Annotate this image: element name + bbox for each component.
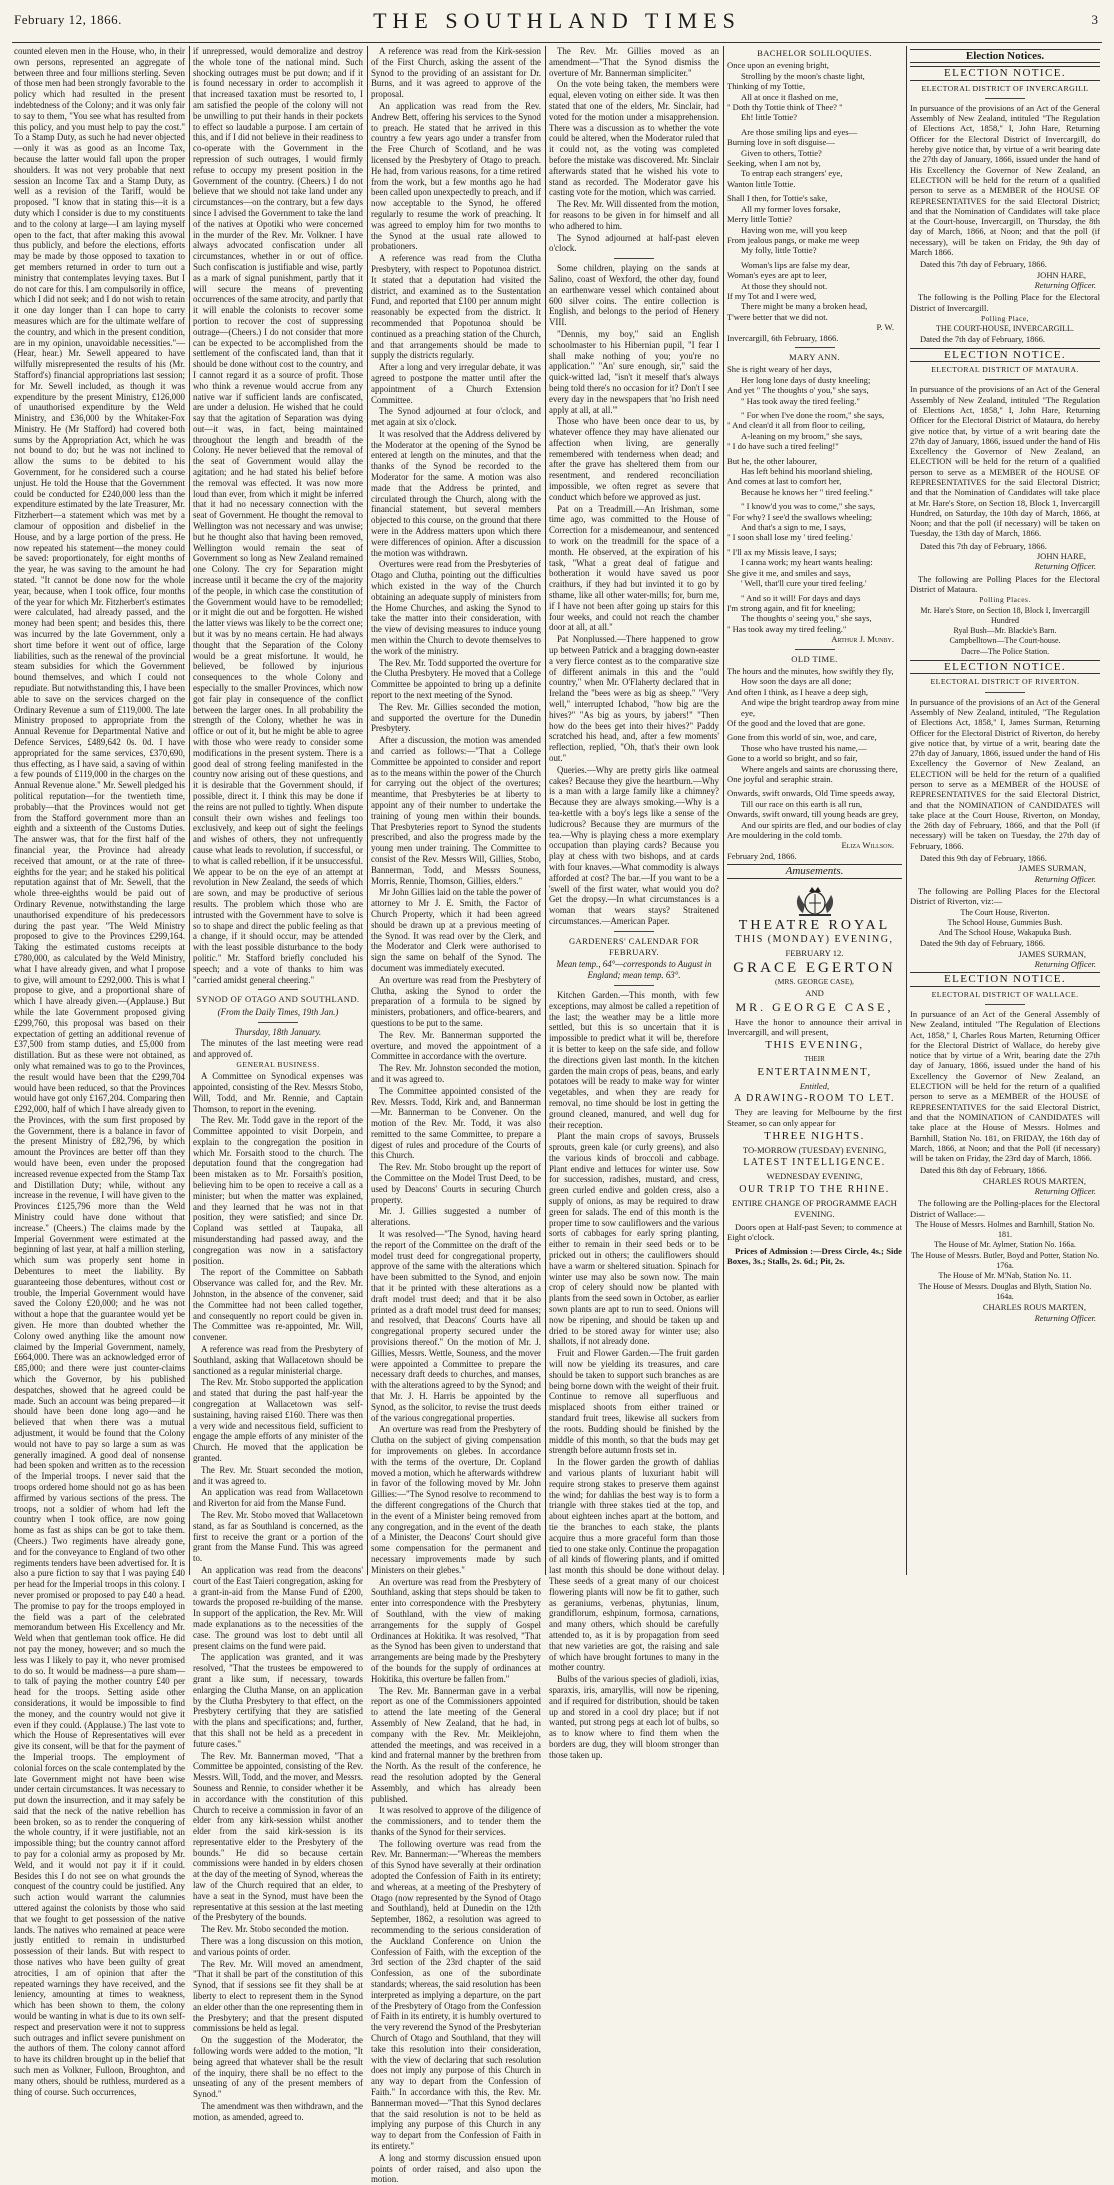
theatre-latest: LATEST INTELLIGENCE.: [743, 1156, 886, 1168]
section-divider: [795, 347, 835, 348]
poem-signature: P. W.: [876, 322, 894, 333]
poem-place: February 2nd, 1866.: [727, 850, 797, 861]
section-divider: [614, 985, 654, 986]
article-paragraph: The Rev. Mr. Gillies moved as an amendment—"That the Synod dismiss the overture of Mr. Bannerman simpliciter.": [549, 46, 719, 78]
polling-intro: The following is the Polling Place for the Electoral District of Invercargill.: [910, 292, 1100, 313]
notice-body: In pursuance of the provisions of an Act of the General Assembly of New Zealand, intituled "The Regulation of Elections Act, 1858," I, John Hare, Returning Officer for the Electoral District of Invercargill, do hereby give notice that, by virtue of a writ bearing date the 27th day of January, 1866, issued under the hand of His Excellency the Governor of New Zealand, an ELECTION will be held for the return of a qualified person to serve as a MEMBER of the HOUSE OF REPRESENTATIVES for the said Electoral District; and that the Nomination of Candidates will take place at the Court-house, Invercargill, on Thursday, the 8th day of March, 1866, at Noon; and that the poll (if necessary), will be taken on Friday, the 9th day of March 1866.: [910, 102, 1100, 258]
theatre-doors: Doors open at Half-past Seven; to commence at Eight o'clock.: [727, 1222, 902, 1243]
polling-place: Dacre—The Police Station.: [960, 646, 1050, 656]
article-paragraph: An overture was read from the Presbytery of Southland, asking that steps should be taken to enter into correspondence with the Presbytery of Southland, with the view of making arrangements for the supply of Gospel Ordinances at Hokitika. It was resolved, "That as the Synod has been given to understand that arrangements are being made by the Presbytery of the bounds for the supply of ordinances at Hokitika, this overture be fallen from.": [371, 1576, 541, 1684]
theatre-show-title: A DRAWING-ROOM TO LET.: [733, 1092, 896, 1104]
notice-dated: Dated this 8th day of February, 1866.: [920, 1165, 1047, 1176]
polling-place: The School House, Gummies Bush.: [947, 917, 1063, 927]
article-paragraph: The Rev. Mr. Will dissented from the motion, for reasons to be given in for himself and all who adhered to him.: [549, 199, 719, 231]
notice-dated: Dated this 9th day of February, 1866.: [920, 853, 1047, 864]
poem-line: Merry little Tottie?: [727, 214, 793, 225]
poem-line: Where angels and saints are chorussing there,: [741, 763, 898, 774]
section-divider: [985, 379, 1025, 380]
poem-line: Onwards, swift onward, till young heads are grey,: [727, 809, 899, 820]
polling-place: The House of Mr. Aylmer, Station No. 166a.: [934, 1240, 1076, 1250]
article-paragraph: A reference was read from the Presbytery of Southland, asking that Wallacetown should be sanctioned as a regular ministerial charge.: [193, 1344, 363, 1376]
polling-place: The House of Mr. M'Nab, Station No. 11.: [938, 1271, 1072, 1281]
article-paragraph: counted eleven men in the House, who, in their own persons, represented an aggregate of between three and four millions sterling. Seven of those men had been strongly favorable to the policy which had resulted in the present indebtedness of the Colony; and it was only fair to say to them, "You see what has resulted from this policy, and you must help to pay the cost." To a Stamp Duty, as such he had never objected—only it was as good as an Income Tax, because the latter would fall upon the proper shoulders. It was not very probable that next session an Income Tax and a Stamp Duty, as well as a revision of the Tariff, would be proposed. "I know that in stating this—it is a duty which I consider is due to my constituents and to the colony at large—I am laying myself open to the fact, that after making this avowal thus publicly, and before the elections, efforts may be made by those opposed to taxation to get members returned in order to turn out a ministry that contemplates levying taxes. But I do not care for this. I am compulsorily in office, which I did not seek; and I do not wish to retain it one day longer than I can hope to carry measures which are for the ultimate welfare of the country, and which in the present condition, are in my opinion, unavoidable necessities."—(Hear, hear.) Mr. Sewell appeared to have wilfully misrepresented the results of his (Mr. Stafford's) financial appropriations last session; for Mr. Sewell included, as though it was expenditure by the present Ministry, £126,000 of unauthorised expenditure by the Weld Ministry, and £36,000 by the Whitaker-Fox Ministry. He (Mr Stafford) had covered both sums by the Appropriation Act, which he was not bound to do; but he was not inclined to allow the sums to be debited to his Government, for he considered such a course unjust. He told the House that the Government could be conducted for £240,000 less than the expenditure estimated by the late Treasurer, Mr. Fitzherbert—a statement which was met by a clamour of opposition and disbelief in the House, and by a large portion of the press. He now repeated his statement—the money could be saved: proportionately, for eight months of the year, he was saving to the amount he had stated. "It cannot be done now for the whole year, because, when I took office, four months of the year for which Mr. Fitzherbert's estimates were calculated, had already passed, and the money had been spent; and besides this, there was incurred by the late Government, only a short time before it went out of office, large liabilities, such as the renewal of the provincial steam subsidies for which the Government bound themselves, and which I could not repudiate. But notwithstanding this, I have been able to save on the services charged on the Ordinary Revenue a sum of £119,000. The late Ministry proposed to appropriate from the Annual Revenue for Departmental Native and Defence Services, £489,642 0s. 0d. I have appropriated for the same services, £370,690, thus effecting, as I have said, a saving of within a few pounds of £119,000 in the charges on the Annual Revenue alone." Mr. Sewell pledged his political reputation—for the twentieth time, probably—that the Provinces would not get from the Stafford government more than an eighth and a sixteenth of the Customs Duties. The answer was, that for the first half of the financial year, the Province had already received that amount, or at the rate of three-eighths for the year; and he staked his political reputation against that of Mr. Sewell, that the whole three-eighths would be paid out of Ordinary Revenue, notwithstanding the large unauthorised expenditure of his predecessors during the past year. "The Weld Ministry proposed to give to the Provinces £299,164. Taking the estimated customs receipts at £780,000, as calculated by the Weld Ministry, what I have already given, and what I propose to give, will amount to £292,000. This is what I propose to give, and a proportional share of which I have already given.—(Applause.) But while the late Government proposed giving £299,760, this proposal was based on their expectation of getting an additional revenue of £37,500 from stamp duties, and £5,000 from distillation. But as these were not obtained, as only what remained was to go to the Provinces, the result would have been that the £299,704 would have been reduced, so that the Provinces would have got only £167,204. Comparing then £292,000, half of which I have already given to the Provinces, with the sum first proposed by the Government, there is a balance in favor of the present Ministry of £82,796, by which amount the Provinces are better off than they would have been, even under the proposed increased revenue expected from the Stamp Tax and Distillation Duty; while, without any increase in the revenue, I will have given to the Provinces £125,796 more than the Weld Ministry could have done without that increase." (Cheers.) The claims made by the Imperial Government were estimated at the beginning of last year, at half a million sterling, which sum was properly sent home in Debentures to meet the liability. By guaranteeing those debentures, without cost or trouble, the Imperial Government would have saved the Colony £20,000; and he was not without a hope that the guarantee would yet be given. He more than doubted whether the Colony owed anything like the amount now claimed by the Imperial Government, namely, £664,000. There was an acknowledged error of £85,000; and there were just counter-claims which the Governor, by his published despatches, showed that he agreed could be made. Such an account was being prepared—it should have been done long ago—and he believed that when there was a mutual adjustment, it would be found that the Colony would not have to pay so large a sum as was generally imagined. A good deal of nonsense had been spoken and written as to the recession of the Imperial troops. I never said that the troops ordered home should not go as has been affirmed by various sections of the press. The troops, not a soldier of whom had left the country when I took office, are now going home as fast as ships can be got to take them. (Cheers.) Two regiments have already gone, and for the conveyance to England of two other regiments tenders have been advertised for. It is also a pure fiction to say that I was paying £40 per head for the Imperial troops in this colony. I never promised or proposed to pay £40 a head. The promise to pay for the troops employed in the field was a part of the celebrated memorandum between His Excellency and Mr. Weld when that gentleman took office. He did not pay the money, however; and so much the less was I likely to pay it, who never promised to do so. It would be madness—a pure sham—to talk of paying the mother country £40 per head for the troops. Setting aside other considerations, it would be impossible to find the money, and the country would not give it even if they could. (Applause.) The last vote to which the House of Representatives will ever give its consent, will be that for the payment of the Imperial troops. The employment of colonial forces on the scale contemplated by the late Government might not have been wise under certain circumstances. It was necessary to put down the insurrection, and it may safely be said that the neck of the native rebellion has been broken, so as to render the conquering of the whole country, if it were justifiable, not an impossible thing; but the country cannot afford to pay for a colonial army as proposed by Mr. Weld, and it would not pay it if it could. Besides this I do not see on what grounds the conquest of the country could be justified. Any such action would warrant the calumnies uttered against the colonists by those who said that we fought to get possession of the native lands. The natives who remained at peace were justly entitled to remain in undisturbed possession of their lands. But with respect to those natives who have been guilty of great atrocities, I am of opinion that after the repeated warnings they have received, and the leniency, amounting at times to weakness, which has been shown to them, the colony would be wanting in what is due to its own self-respect and preservation were it not to suppress such outrages and inflict severe punishment on the authors of them. The colony cannot afford to have its children brought up in the belief that such men as Volkner, Fulloon, Broughton, and many others, should be ruthless, murdered as a thing of course. Such occurrences,: [14, 46, 185, 2097]
poem-line: " And clean'd it all from floor to ceiling,: [727, 420, 865, 431]
gardeners-heading: GARDENERS' CALENDAR FOR FEBRUARY.: [568, 935, 700, 957]
poem-line: Her long lone days of dusty kneeling;: [741, 374, 871, 385]
article-paragraph: The application was granted, and it was resolved, "That the trustees be empowered to grant a like sum, if necessary, towards enlarging the Clutha Manse, on an application by the Clutha Presbytery to that effect, on the Presbytery certifying that they are satisfied with the plans and specifications; and, further, that this shall not be held as a precedent in future cases.": [193, 1652, 363, 1749]
poem-title: OLD TIME.: [791, 653, 838, 664]
notice-title: ELECTION NOTICE.: [910, 660, 1100, 674]
article-paragraph: Mr John Gillies laid on the table the power of attorney to Mr J. E. Smith, the Factor of Church Property, which it had been agreed should be drawn up at a previous meeting of the Synod. It was read over by the Clerk, and the Moderator and Clerk were authorised to sign the same on behalf of the Synod. The document was immediately executed.: [371, 887, 541, 973]
article-paragraph: The Rev. Mr. Todd supported the overture for the Clutha Presbytery. He moved that a College Committee be appointed to bring up a definite report to the next meeting of the Synod.: [371, 657, 541, 701]
election-notices-banner: [910, 49, 1100, 63]
column-rule: [367, 46, 368, 1575]
polling-officer: CHARLES ROUS MARTEN,: [982, 1302, 1086, 1313]
poem-signature: Eliza Willson.: [841, 840, 894, 851]
synod-source: (From the Daily Times, 19th Jan.): [217, 1007, 339, 1018]
article-paragraph: The Rev. Mr. Gillies seconded the motion, and supported the overture for the Dunedin Presbytery.: [371, 701, 541, 734]
article-paragraph: Some children, playing on the sands at Salino, coast of Wexford, the other day, found an earthenware vessel which contained about 600 silver coins. The entire collection is English, and belongs to the period of Henery VIII.: [549, 263, 719, 328]
amusements-banner: [727, 864, 902, 878]
notice-dated: Dated this 7th day of February, 1866.: [920, 540, 1047, 551]
article-paragraph: An overture was read from the Presbytery of Clutha on the subject of giving compensation for improvements on glebes. In accordance with the terms of the overture, Dr. Copland moved a motion, which he afterwards withdrew in favor of the following moved by Mr. John Gillies:—"The Synod resolve to recommend to the different congregations of the Church that in the event of a Minister being removed from any congregation, and in the event of the death of a Minister, the Deacons' Court should give some compensation for the permanent and necessary improvements made by such Ministers on their glebes.": [371, 1424, 541, 1575]
poem-line: Gone to a world so bright, and so fair,: [727, 753, 858, 764]
column-rule: [906, 46, 907, 1575]
article-paragraph: The Rev. Mr. Johnston seconded the motion, and it was agreed to.: [371, 1063, 541, 1084]
poem-line: From jealous pangs, or make me weep: [727, 234, 860, 245]
poem-line: Seeking, when I am not by,: [727, 158, 821, 169]
poem-line: The thoughts o' seeing you," she says,: [741, 613, 872, 624]
theatre-prices: Prices of Admission :—Dress Circle, 4s.; Side Boxes, 3s.; Stalls, 2s. 6d.; Pit, 2s.: [727, 1245, 902, 1267]
article-paragraph: The Rev. Mr. Will moved an amendment, "That it shall be part of the constitution of this Synod, that if sessions see fit they shall be at liberty to elect to represent them in the Synod an elder other than the one representing them in the Presbytery; and that the present disputed commissions be held as legal.: [193, 1958, 363, 2034]
notice-district: ELECTORAL DISTRICT OF MATAURA.: [931, 365, 1079, 375]
poem-line: Shall I then, for Tottie's sake,: [727, 193, 828, 204]
article-paragraph: The Rev. Mr. Bannerman moved, "That a Committee be appointed, consisting of the Rev. Messrs. Will, Todd, and the mover, and Messrs. Souness and Rennie, to consider whether it be in accordance with the constitution of this Church to receive a commission in favor of an elder from any kirk-session whilst another elder from the said kirk-session is its representative elder to the Presbytery of the bounds." He did so because certain commissions were handed in by elders chosen at the day of the meeting of Synod, whereas the law of the Church required that an elder, to have a seat in the Synod, must have been the representative at this session at the last meeting of the Presbytery of the bounds.: [193, 1750, 363, 1923]
poem-line: Are those smiling lips and eyes—: [741, 126, 858, 137]
theatre-date: THIS (MONDAY) EVENING,: [735, 934, 894, 946]
poem-line: Are mouldering in the cold tomb.: [727, 830, 843, 841]
article-paragraph: The Synod adjourned at half-past eleven o'clock.: [549, 232, 719, 254]
article-paragraph: Kitchen Garden.—This month, with few exceptions, may almost be called a repetition of the last; the weather may be a little more settled, but this is so uncertain that it is impossible to predict what it will be, therefore it is better to keep on the safe side, and follow the directions given last month. In the kitchen garden the main crops of peas, beans, and early potatoes will be ready to make way for winter vegetables, and when they are ready for removal, no time should be lost in getting the ground cleaned, manured, and well dug for their reception.: [549, 989, 719, 1130]
poem-line: She give it me, and smiles and says,: [727, 567, 851, 578]
notice-title: ELECTION NOTICE.: [910, 66, 1100, 80]
polling-dated: Dated the 9th day of February, 1866.: [920, 938, 1046, 949]
polling-place: The House of Messrs. Butler, Boyd and Potter, Station No. 176a.: [910, 1250, 1099, 1271]
poem-line: A-leaning on my broom," she says,: [741, 430, 863, 441]
polling-place: The House of Messrs. Holmes and Barnhill, Station No. 181.: [915, 1219, 1095, 1240]
article-paragraph: The Rev. Mr. Bannerman supported the overture, and moved the appointment of a Committee in accordance with the overture.: [371, 1029, 541, 1062]
poem-line: " For when I've done the room," she says,: [741, 410, 885, 420]
poem-line: Wanton little Tottie.: [727, 178, 796, 189]
theatre-announcement: Have the honor to announce their arrival in Invercargill, and will present,: [727, 1016, 902, 1037]
notice-officer: JAMES SURMAN,: [1018, 863, 1086, 874]
article-paragraph: Queries.—Why are pretty girls like oatmeal cakes? Because they give the heartburn.—Why is a man with a large family like a chimney? Because they are always smoking.—Why is a tea-kettle with a boy's legs like a sense of the ludicrous? Because they are murmurs of the tea.—Why is playing chess a more exemplary occupation than playing cards? Because you play at chess with two bishops, and at cards with four knaves.—What commodity is always afforded at cost? The bar.—If you want to be a 'swell of the first water, what would you do? Get the dropsy.—In what circumstances is a woman that wears stays? Straitened circumstances.—American Paper.: [549, 764, 719, 926]
polling-heading: Polling Places.: [979, 595, 1031, 605]
performer-2: MR. GEORGE CASE,: [735, 1000, 894, 1015]
article-paragraph: Those who have been once dear to us, by whatever offence they may have alienated our affection when living, are generally remembered with tenderness when dead; and after the grave has sheltered them from our resentment, and rendered reconciliation impossible, we often regret as severe that conduct which before we approved as just.: [549, 416, 719, 502]
poem-line: My folly, little Tottie?: [741, 245, 817, 256]
poem-line: Because he knows her " tired feeling.": [741, 486, 873, 497]
theatre-and: AND: [805, 987, 824, 998]
article-paragraph: A long and stormy discussion ensued upon points of order raised, and also upon the motion.: [371, 2152, 541, 2185]
article-paragraph: An overture was read from the Presbytery of Clutha, asking the Synod to order the preparation of a formula to be signed by ministers, probationers, and office-bearers, and questions to be put to the same.: [371, 974, 541, 1028]
poem-line: The hours and the minutes, how swiftly they fly,: [727, 665, 894, 676]
poem-line: Woman's eyes are apt to leer,: [727, 270, 827, 281]
section-divider: [985, 1004, 1025, 1005]
poem-mary-ann: [727, 364, 902, 634]
theatre-leaving: They are leaving for Melbourne by the first Steamer, so can only appear for: [727, 1107, 902, 1128]
article-paragraph: The minutes of the last meeting were read and approved of.: [193, 1037, 363, 1059]
article-paragraph: The Rev. Mr. Bannerman gave in a verbal report as one of the Commissioners appointed to attend the late meeting of the General Assembly of New Zealand, that he had, in company with the Rev. Mr. Meiklejohn, attended the meetings, and was received in a kind and fraternal manner by the brethren from the North. As the result of the conference, he read the resolution adopted by the General Assembly, and which has already been published.: [371, 1685, 541, 1804]
column-rule: [189, 46, 190, 1575]
notice-officer: CHARLES ROUS MARTEN,: [982, 1175, 1086, 1186]
section-divider: [258, 1022, 298, 1023]
article-paragraph: An application was read from Wallacetown and Riverton for aid from the Manse Fund.: [193, 1487, 363, 1509]
poem-line: And our spirits are fled, and our bodies of clay: [741, 819, 902, 830]
article-paragraph: The Rev. Mr. Stuart seconded the motion, and it was agreed to.: [193, 1464, 363, 1486]
poem-signature: Arthur J. Munby.: [831, 634, 894, 645]
theatre-date-2: FEBRUARY 12.: [785, 948, 844, 959]
poem-line: Of the good and the loved that are gone.: [727, 717, 866, 728]
poem-line: T'were better that we did not.: [727, 311, 828, 322]
notice-officer: JOHN HARE,: [1036, 551, 1086, 562]
article-paragraph: A Committee on Synodical expenses was appointed, consisting of the Rev. Messrs Stobo, Will, Todd, and Mr. Rennie, and Captain Thomson, to report in the evening.: [193, 1071, 363, 1114]
poem-line: ' Well, that'll cure your tired feeling.': [741, 578, 867, 589]
poem-line: " Doth thy Tottie think of Thee? ": [727, 102, 843, 113]
polling-dated: Dated the 7th day of February, 1866.: [920, 334, 1046, 345]
article-paragraph: Fruit and Flower Garden.—The fruit garden will now be yielding its treasures, and care should be taken to support such branches as are being borne down with the weight of their fruit. Continue to remove all superfluous and misplaced shoots from either trained or standard fruit trees, likewise all suckers from the roots. Budding should be finished by the middle of this month, so that the buds may get strength before autumn frosts set in.: [549, 1348, 719, 1456]
section-divider: [795, 649, 835, 650]
synod-heading: SYNOD OF OTAGO AND SOUTHLAND.: [196, 994, 360, 1005]
notice-title: ELECTION NOTICE.: [910, 972, 1100, 986]
polling-place: Ryal Bush—Mr. Blackie's Barn.: [953, 626, 1057, 636]
column-rule: [545, 46, 546, 1575]
notice-role: Returning Officer.: [1034, 873, 1096, 884]
poem-line: " I do have such a tired feeling!": [727, 441, 839, 452]
polling-place: Mr. Hare's Store, on Section 18, Block I, Invercargill Hundred: [920, 605, 1090, 625]
poem-line: " I know'd you was to come," she says,: [741, 501, 876, 512]
section-divider: [614, 931, 654, 932]
article-paragraph: In the flower garden the growth of dahlias and various plants of luxuriant habit will require strong stakes to preserve them against the wind; for dahlias the best way is to form a triangle with three stakes tied at the top, and about eighteen inches apart at the bottom, and tie the branches to each stake, the plants acquire thus a more graceful form than those tied to one stake only. Continue the propagation of all kinds of flowering plants, and if omitted last month this should be done without delay. These seeds of a great many of our choicest flowering plants will now be fit to gather, such as geraniums, verbenas, phytunias, linum, grandiflorum, eshpinum, formosa, carnations, and many others, which should be carefully attended to, as it is by propagation from seed that new varieties are got, the raising and sale of which have brought fortunes to many in the mother country.: [549, 1457, 719, 1673]
article-paragraph: It was resolved to approve of the diligence of the commissioners, and to tender them the thanks of the Synod for their services.: [371, 1805, 541, 1837]
article-paragraph: The Rev. Mr. Stobo brought up the report of the Committee on the Model Trust Deed, to be used by Deacons' Courts in securing Church property.: [371, 1162, 541, 1205]
notice-body: In pursuance of an Act of the General Assembly of New Zealand, intituled "The Regulation of Elections Act, 1858," I, Charles Rous Marten, Returning Officer for the Electoral District of Wallace, do hereby give notice that by virtue of a Writ, bearing date the 27th day of January, 1866, issued under the hand of his Excellency the Governor of New Zealand, an ELECTION will be held for the return of a qualified person to serve as a MEMBER of the HOUSE of REPRESENTATIVES for the said Electoral District, and that the NOMINATION of CANDIDATES will take place at the House of Messrs. Holmes and Barnhill, Station No. 181, on FRIDAY, the 16th day of March, 1866, at Noon; and that the Poll (if necessary) will be taken on Friday, the 23rd day of March, 1866.: [910, 1008, 1100, 1164]
polling-place: Campbelltown—The Court-house.: [949, 636, 1061, 646]
poem-title: BACHELOR SOLILOQUIES.: [757, 48, 872, 58]
poem-line: And that's a sign to me, I says,: [741, 522, 846, 533]
issue-date: February 12, 1866.: [14, 12, 122, 27]
poem-line: I'm strong again, and fit for kneeling;: [727, 602, 856, 613]
poem-line: Onwards, swift onwards, Old Time speeds away,: [727, 788, 895, 799]
notice-body: In pursuance of the provisions of an Act of the General Assembly of New Zealand, intituled "The Regulation of Elections Act, 1858," I, John Hare, Returning Officer for the Electoral District of Mataura, do hereby give notice that, by virtue of a writ bearing date the 27th day of January, 1866, issued under the hand of His Excellency the Governor of New Zealand, an ELECTION will be held for the return of a qualified person to serve as a MEMBER of the HOUSE OF REPRESENTATIVES for the said Electoral District; and that the Nomination of Candidates will take place at Mr. Hare's Store, on Section 18, Block 1, Invercargill Hundred, on Saturday, the 10th day of March, 1866, at Noon; and that the poll (if necessary) will be taken on Tuesday, the 13th day of March, 1866.: [910, 384, 1100, 539]
theatre-wednesday: WEDNESDAY EVENING,: [766, 1171, 863, 1182]
poem-line: All at once it flashed on me,: [741, 91, 839, 102]
theatre-rhine: OUR TRIP TO THE RHINE.: [739, 1183, 890, 1195]
article-paragraph: The amendment was then withdrawn, and the motion, as amended, agreed to.: [193, 2101, 363, 2122]
poem-line: Strolling by the moon's chaste light,: [741, 70, 865, 81]
article-paragraph: On the vote being taken, the members were equal, eleven voting on either side. It was then stated that one of the elders, Mr. Sinclair, had voted for the motion under a misapprehension. There was a discussion as to whether the vote could be altered, when the Moderator ruled that it could not, as the voting was completed before the mistake was discovered. Mr. Sinclair afterwards stated that he wished his vote to stand as recorded. The Moderator gave his casting vote for the motion, which was carried.: [549, 79, 719, 198]
poem-line: One joyful and seraphic strain.: [727, 774, 833, 784]
poem-line: Has left behind his moorland shieling,: [741, 466, 873, 477]
article-paragraph: The Rev. Mr. Todd gave in the report of the Committee appointed to visit Dorpein, and explain to the congregation the position in which Mr. Forsaith stood to the church. The deputation found that the congregation had been mistaken as to Mr. Forsaith's position, believing him to be open to receive a call as a minister; but when the matter was explained, and they learned that he was not in that position, they were satisfied; and since Dr. Copland was settled at Taupaka, all misunderstanding had passed away, and the congregation was now in a satisfactory position.: [193, 1115, 363, 1266]
poem-line: Given to others, Tottie?: [741, 147, 822, 158]
notice-role: Returning Officer.: [1034, 279, 1096, 290]
poem-line: Gone from this world of sin, woe, and care,: [727, 732, 877, 743]
royal-crest-icon: [789, 883, 841, 917]
polling-intro: The following are the Polling-places for the Electoral District of Wallace:—: [910, 1198, 1100, 1219]
poem-line: I canna work; my heart wants healing:: [741, 557, 873, 568]
poem-line: There might be many a broken head,: [741, 301, 868, 312]
poem-line: " Has took away my tired feeling.": [727, 623, 847, 634]
article-paragraph: An application was read from the Rev. Andrew Bett, offering his services to the Synod to preach. He stated that he arrived in this country a few years ago under a transfer from the Free Church of Scotland, and he was licensed by the Presbytery of Otago to preach. He had, from various reasons, for a time retired from the work, but a few months ago he had been called upon unexpectedly to preach, and if now acceptable to the Synod, he offered regularly to resume the work of preaching. It was agreed to employ him for two months to the Synod at the usual rate allowed to probationers.: [371, 100, 541, 252]
performer-1: GRACE EGERTON: [733, 959, 896, 976]
polling-role: Returning Officer.: [1034, 1312, 1096, 1323]
poem-line: " Has took away the tired feeling.": [741, 395, 860, 406]
theatre-entitled: Entitled,: [799, 1080, 830, 1091]
poem-line: If my Tot and I were wed,: [727, 290, 817, 301]
section-divider: [258, 989, 298, 990]
polling-officer: JAMES SURMAN,: [1018, 948, 1086, 959]
article-paragraph: There was a long discussion on this motion, and various points of order.: [193, 1936, 363, 1957]
poem-line: Once upon an evening bright,: [727, 60, 829, 71]
column-5: [727, 46, 902, 1577]
notice-role: Returning Officer.: [1034, 561, 1096, 572]
polling-place: The House of Messrs. Douglas and Blyth, Station No. 164a.: [918, 1281, 1092, 1301]
notice-title: ELECTION NOTICE.: [910, 348, 1100, 362]
page-number: 3: [1091, 12, 1098, 27]
poem-line: Thinking of my Tottie,: [727, 81, 806, 92]
amusements-heading: Amusements.: [785, 865, 844, 878]
article-paragraph: The Synod adjourned at four o'clock, and met again at six o'clock.: [371, 406, 541, 428]
polling-role: Returning Officer.: [1034, 959, 1096, 970]
polling-place: THE COURT-HOUSE, INVERCARGILL.: [936, 324, 1074, 334]
notice-body: In pursuance of the provisions of an Act of the General Assembly of New Zealand, intituled, "The Regulation of Elections Act, 1858," I, James Surman, Returning Officer for the Electoral District of Riverton, do hereby give notice that, by virtue of a writ, bearing date the 27th day of January, 1866, issued under the hand of His Excellency the Governor of New Zealand, an ELECTION will be held for the return of a qualified person to serve as a MEMBER of the HOUSE of REPRESENTATIVES for the said Electoral District, and that the NOMINATION of CANDIDATES will take place at the Court House, Riverton, on Monday, the 26th day of February, 1866, and that the Poll (if necessary) will be taken on Tuesday, the 27th day of February, 1866.: [910, 696, 1100, 851]
article-paragraph: The Committee appointed consisted of the Rev. Messrs. Todd, Kirk and, and Bannerman—Mr. Bannerman to be Convener. On the motion of the Rev. Mr. Todd, it was also remitted to the same Committee, to prepare a digest of rules and procedure of the Courts of this Church.: [371, 1085, 541, 1161]
column-4: [549, 46, 719, 1760]
article-paragraph: Bulbs of the various species of gladioli, ixias, sparaxis, iris, amaryllis, will now be ripening, and if required for distribution, should be taken up and stored in a cool dry place; but if not wanted, put strong pegs at each lot of bulbs, so as to know where to find them when the borders are dug, they will bloom stronger than those taken up.: [549, 1674, 719, 1760]
polling-place: The Court House, Riverton.: [960, 907, 1050, 917]
section-divider: [985, 98, 1025, 99]
poem-line: But he, the other labourer,: [727, 455, 817, 466]
article-paragraph: "Dennis, my boy," said an English schoolmaster to his Hibernian pupil, "I fear I shall make nothing of you; you're no application." "An' sure enough, sir," said the quick-witted lad, "isn't it meself that's always being told there's no occasion for it? Don't I see every day in the newspapers that 'no Irish need apply at all, at all.'": [549, 328, 719, 415]
polling-place: And The School House, Wakapuka Bush.: [938, 928, 1072, 938]
column-3: [371, 46, 541, 2185]
theatre-this-evening: THIS EVENING,: [765, 1039, 864, 1052]
article-paragraph: The report of the Committee on Sabbath Observance was called for, and the Rev. Mr. Johnston, in the absence of the convener, said the Committee had not been called together, and consequently no report could be given in. The Committee was re-appointed, Mr. Will, convener.: [193, 1267, 363, 1343]
performer-1-sub: (MRS. GEORGE CASE),: [775, 977, 854, 987]
newspaper-title: THE SOUTHLAND TIMES: [373, 8, 741, 33]
theatre-their: THEIR: [804, 1054, 825, 1063]
column-rule: [723, 46, 724, 1575]
theatre-three-nights: THREE NIGHTS.: [764, 1130, 865, 1143]
synod-date: Thursday, 18th January.: [234, 1026, 322, 1037]
section-divider: [985, 692, 1025, 693]
notice-district: ELECTORAL DISTRICT OF RIVERTON.: [930, 677, 1080, 687]
article-paragraph: Plant the main crops of savoys, Brussels sprouts, green kale (or curly greens), and also the various kinds of broccoli and cabbage. Plant endive and lettuces for winter use. Sow for succession, radishes, mustard, and cress, green curled endive and golden cress, also a supply of onions, as may be required to draw green for salads. The end of this month is the proper time to sow cauliflowers and the various sorts of cabbages for early spring planting, either to remain in their seed beds or to be pricked out in others; the cauliflowers should have a warm or sheltered situation. Spinach for winter use may also be sown now. The main crop of celery should now be planted with plants from the seed sown in October, as earlier sown plants are apt to run to seed. Onions will now be ripening, and should be taken up and dried to be stored away for winter use; also shallots, if not already done.: [549, 1131, 719, 1347]
article-paragraph: The following overture was read from the Rev. Mr. Bannerman:—"Whereas the members of this Synod have severally at their ordination adopted the Confession of Faith in its entirety; and whereas, at a meeting of the Presbytery of Otago (now represented by the Synod of Otago and Southland), held at Dunedin on the 12th September, 1862, a resolution was agreed to recommending to the serious consideration of the Auckland Conference on Union the Confession of Faith, with the exception of the 3rd section of the 23rd chapter of the said Confession, as one of the subordinate standards; whereas, the said resolution has been interpreted as implying a departure, on the part of the Presbytery of Otago from the Confession of Faith in its entirety, it is humbly overtured to the very reverend the Synod of the Presbyterian Church of Otago and Southland, that they will take this resolution into their consideration, with the view of declaring that such resolution does not imply any purpose of this Church in any way to depart from the Confession of Faith." In accordance with this, the Rev. Mr. Bannerman moved—"That this Synod declares that the said resolution is not to be held as implying any purpose of this Church in any way to depart from the Confession of Faith in its entirety.": [371, 1838, 541, 2151]
theatre-tomorrow: TO-MORROW (TUESDAY) EVENING,: [742, 1144, 887, 1155]
article-paragraph: On the suggestion of the Moderator, the following words were added to the motion, "It being agreed that whatever shall be the result of the inquiry, there shall be no effect to the unseating of any of the present members of Synod.": [193, 2035, 363, 2100]
article-paragraph: The Rev. Mr. Stobo moved that Wallacetown stand, as far as Southland is concerned, as the first to receive the grant or a portion of the grant from the Manse Fund. This was agreed to.: [193, 1509, 363, 1564]
article-paragraph: An application was read from the deacons' court of the East Taieri congregation, asking for a grant-in-aid from the Manse Fund of £200, towards the proposed re-building of the manse. In support of the application, the Rev. Mr. Will made explanations as to the necessities of the case. The ground was lost to debt until all present claims on the fund were paid.: [193, 1564, 363, 1651]
article-paragraph: After a discussion, the motion was amended and carried as follows:—"That a College Committee be appointed to consider and report as to the means within the power of the Church for carrying out the object of the overtures; meantime, that Presbyteries be at liberty to appoint any of their number to undertake the training of young men within their bounds. That Presbyteries report to Synod the students prescribed, and also the progress made by the young men under training. The Committee to consist of the Rev. Messrs Will, Gillies, Stobo, Bannerman, Todd, and Messrs Souness, Morris, Rennie, Thomson, Gillies, elders.": [371, 735, 541, 886]
election-notices-header: Election Notices.: [965, 50, 1045, 62]
section-divider: [614, 258, 654, 259]
poem-line: Eh! little Tottie?: [741, 112, 798, 123]
poem-line: At those they should not.: [741, 280, 828, 291]
polling-heading: Polling Place,: [980, 313, 1030, 323]
article-paragraph: if unrepressed, would demoralize and destroy the whole tone of the national mind. Such shocking outrages must be put down; and if it is found necessary in order to accomplish it that increased taxation must be resorted to, I am satisfied the people of the colony will not be unwilling to put their hands in their pockets to effect so laudable a purpose. I am certain of this, and if I did not believe in their readiness to co-operate with the Government in the repression of such outrages, I would firmly refuse to occupy my present position in the Government of the country. (Cheers.) I do not believe that we should not take land under any circumstances—on the contrary, but a few days since I advised the Government to take the land of the natives at Opotiki who were concerned in the murder of the Rev. Mr. Volkner. I have always advocated confiscation under all circumstances, whether in or out of office. Such confiscation is justifiable and wise, partly as a mark of signal punishment, partly that it will secure the means of preventing occurrences of the same atrocity, and partly that it will enable the colonists to recover some portion to recover the cost of suppressing outrage—(Cheers.) I do not consider that more can be expected to be accomplished from the settlement of the confiscated land, than that it should be done without cost to the country, and I cannot regard it as a source of profit. Those who think a revenue would accrue from any native war if sufficient lands are confiscated, are under a delusion. He wished that he could say that the agitation of Separation was dying out—it was, in fact, being maintained throughout the length and breadth of the Colony. He never believed that the removal of the seat of Government would allay the agitation; and he had stated his belief before the removal was effected. It was now more loud than ever, from which it might be inferred that it had no necessary connection with the seat of Government. He thought the removal to Wellington was not necessary and was unwise; but he thought also that having been removed, Wellington would remain the seat of Government so long as New Zealand remained one Colony. The cry for Separation might increase until it became the cry of the majority of the people, in which case the constitution of the Government would have to be remodelled; or it might die out and be forgotten. He wished the latter views was likely to be the correct one; but it was by no means certain. He had always thought that the Separation of the Colony would be a great misfortune. It would, he believed, be followed by injurious consequences to the whole Colony and especially to the smaller Provinces, which now got fair play in consequence of the conflict between the larger ones. In all probability the strength of the Colony, whether he was in office or out of it, but he might be able to agree with those who were ready to consider some modifications in the present system. There is a good deal of strong feeling manifested in the country now arising out of these questions, and it is desirable that the Government should, if possible, direct it. I think this may be done if the reins are not pulled to tightly. When dispute consult their own wishes and feelings too exclusively, and keep out of sight the feelings and wishes of others, they not unfrequently cause what leads to revolution, if successful, or to what is called rebellion, if it be unsuccessful. We appear to be on the eye of an attempt at revolution in New Zealand, the seeds of which are sown, and may be productive of serious results. The problem which those who are intrusted with the Government have to solve is so to shape and direct the public feeling as that a change, if it should occur, may be attended with the least possible disturbance to the body politic." Mr. Stafford briefly concluded his speech; and a vote of thanks to him was "carried amidst general cheering.": [193, 46, 363, 985]
masthead: [12, 6, 1102, 43]
article-paragraph: It was resolved—"The Synod, having heard the report of the Committee on the draft of the model trust deed for congregational property, approve of the same with the alterations which have been submitted to the Synod, and enjoin that it be printed with these alterations as a draft model trust deed; and that it be also printed as a draft model trust deed for manses; and resolved, that Deacons' Courts have all congregational property secured under the provisions thereof." On the motion of Mr. J. Gillies, Messrs. Wettle, Souness, and the mover were appointed a Committee to prepare the necessary draft deeds to churches, and manses, with the alterations agreed to by the Synod; and that Mr. J. H. Harris be appointed by the Synod, as the solicitor, to revise the trust deeds of the various congregational properties.: [371, 1229, 541, 1423]
poem-line: Those who have trusted his name,—: [741, 742, 867, 753]
article-paragraph: The Rev. Mr. Stobo supported the application and stated that during the past half-year the congregation at Wallacetown was self-sustaining, having raised £160. There was then a very wide and necessitous field, sufficient to engage the ample efforts of any minister of the Church. He moved that the application be granted.: [193, 1377, 363, 1463]
article-paragraph: Mr. J. Gillies suggested a number of alterations.: [371, 1206, 541, 1228]
column-2: [193, 46, 363, 2122]
article-paragraph: A reference was read from the Clutha Presbytery, with respect to Popotunoa district. It stated that a deputation had visited the district, and examined as to the Sustentation Fund, and reported that £100 per annum might reasonably be expected from the district. It recommended that Popotunoa should be continued as a preaching station of the Church, and that arrangements should be made to supply the districts regularly.: [371, 253, 541, 361]
poem-line: And comes at last to comfort her,: [727, 476, 842, 487]
article-paragraph: It was resolved that the Address delivered by the Moderator at the opening of the Synod be entered at length on the minutes, and that the thanks of the Synod be recorded to the Moderator for the same. A motion was also made that the Address be printed, and circulated through the Church, along with the financial statement, but several members objected to this course, on the ground that there were in the Address matters upon which there were differences of opinion. After a discussion the motion was withdrawn.: [371, 428, 541, 558]
poem-line: Burning love in soft disguise—: [727, 137, 835, 148]
poem-line: Till our race on this earth is all run,: [741, 798, 863, 809]
theatre-change: ENTIRE CHANGE OF PROGRAMME EACH EVENING.: [732, 1198, 897, 1219]
notice-district: ELECTORAL DISTRICT OF WALLACE.: [931, 989, 1079, 999]
poem-line: And often I think, as I heave a deep sigh,: [727, 686, 869, 697]
theatre-title: THEATRE ROYAL: [738, 917, 891, 933]
article-paragraph: The Rev. Mr. Stobo seconded the motion.: [201, 1924, 349, 1935]
poem-bachelor-soliloquies: [727, 60, 902, 322]
election-notices-list: [910, 66, 1100, 1323]
notice-dated: Dated this 7th day of February, 1866.: [920, 259, 1047, 270]
column-6: [910, 46, 1100, 1577]
poem-place: Invercargill, 6th February, 1866.: [727, 332, 839, 343]
poem-old-time: [727, 666, 902, 841]
notice-officer: JOHN HARE,: [1036, 269, 1086, 280]
notice-district: ELECTORAL DISTRICT OF INVERCARGILL: [921, 83, 1089, 93]
poem-line: " And so it will! For days and days: [741, 592, 861, 603]
article-paragraph: Overtures were read from the Presbyteries of Otago and Clutha, pointing out the difficulties which existed in the way of the Church obtaining an adequate supply of ministers from the Home Churches, and asking the Synod to take the matter into their consideration, with the view of devising measures to induce young men within the Church to devote themselves to the work of the ministry.: [371, 559, 541, 656]
column-1: [14, 46, 185, 2097]
poem-line: And wipe the bright teardrop away from mine eye,: [741, 697, 900, 718]
poem-line: All my former loves forsake,: [741, 203, 841, 214]
poem-line: To entrap each strangers' eye,: [741, 168, 843, 179]
poem-line: And yet " The thoughts o' you," she says,: [727, 385, 869, 396]
poem-line: " I'll ax my Missis leave, I says;: [727, 546, 837, 557]
article-paragraph: A reference was read from the Kirk-session of the First Church, asking the assent of the Synod to the providing of an assistant for Dr. Burns, and it was agreed to approve of the proposal.: [371, 46, 541, 100]
poem-line: Woman's lips are false my dear,: [741, 259, 850, 270]
synod-subheading: GENERAL BUSINESS.: [236, 1060, 320, 1070]
polling-intro: The following are Polling Places for the Electoral District of Mataura.: [910, 573, 1100, 594]
poem-line: She is right weary of her days,: [727, 364, 832, 375]
article-paragraph: Pat Nonplussed.—There happened to grow up between Patrick and a bragging down-easter a very fierce contest as to the comparative size of different animals in this and the "ould country," when Mr. O'Flaherty declared that in Ireland the "bees were as big as sheep." "Very well," interrupted Ichabod, "how big are the hives?" "As big as yours, by jabers!" "Then how do the bees get into their hives?" Paddy scratched his head, and, after a few moments' reflection, replied, "Oh, that's their own look out.": [549, 634, 719, 763]
notice-role: Returning Officer.: [1034, 1185, 1096, 1196]
theatre-entertainment: ENTERTAINMENT,: [757, 1066, 872, 1079]
article-paragraph: After a long and very irregular debate, it was agreed to postpone the matter until after the appointment of a Church Extension Committee.: [371, 362, 541, 405]
polling-intro: The following are Polling Places for the Electoral District of Riverton, viz:—: [910, 885, 1100, 907]
article-paragraph: Pat on a Treadmill.—An Irishman, some time ago, was committed to the House of Correction for a misdemeanour, and sentenced to work on the treadmill for the space of a month. He observed, at the expiration of his task, "What a great deal of fatigue and botheration it would have saved us poor craithurs, if they had but invinted it to go by sthame, like all other water-mills; for, burn me, if I have not been after going up stairs for this four weeks, and could not reach the chamber door at all, at all.": [549, 503, 719, 633]
poem-line: " I soon shall lose my ' tired feeling.': [727, 532, 853, 543]
poem-line: Having won me, will you keep: [741, 224, 847, 235]
gardeners-temp: Mean temp., 64°—corresponds to August in England; mean temp. 63°.: [556, 959, 712, 981]
poem-line: " For why? I see'd the swallows wheeling;: [727, 511, 873, 522]
poem-line: How soon the days are all done;: [741, 676, 852, 687]
poem-title: MARY ANN.: [788, 351, 841, 362]
